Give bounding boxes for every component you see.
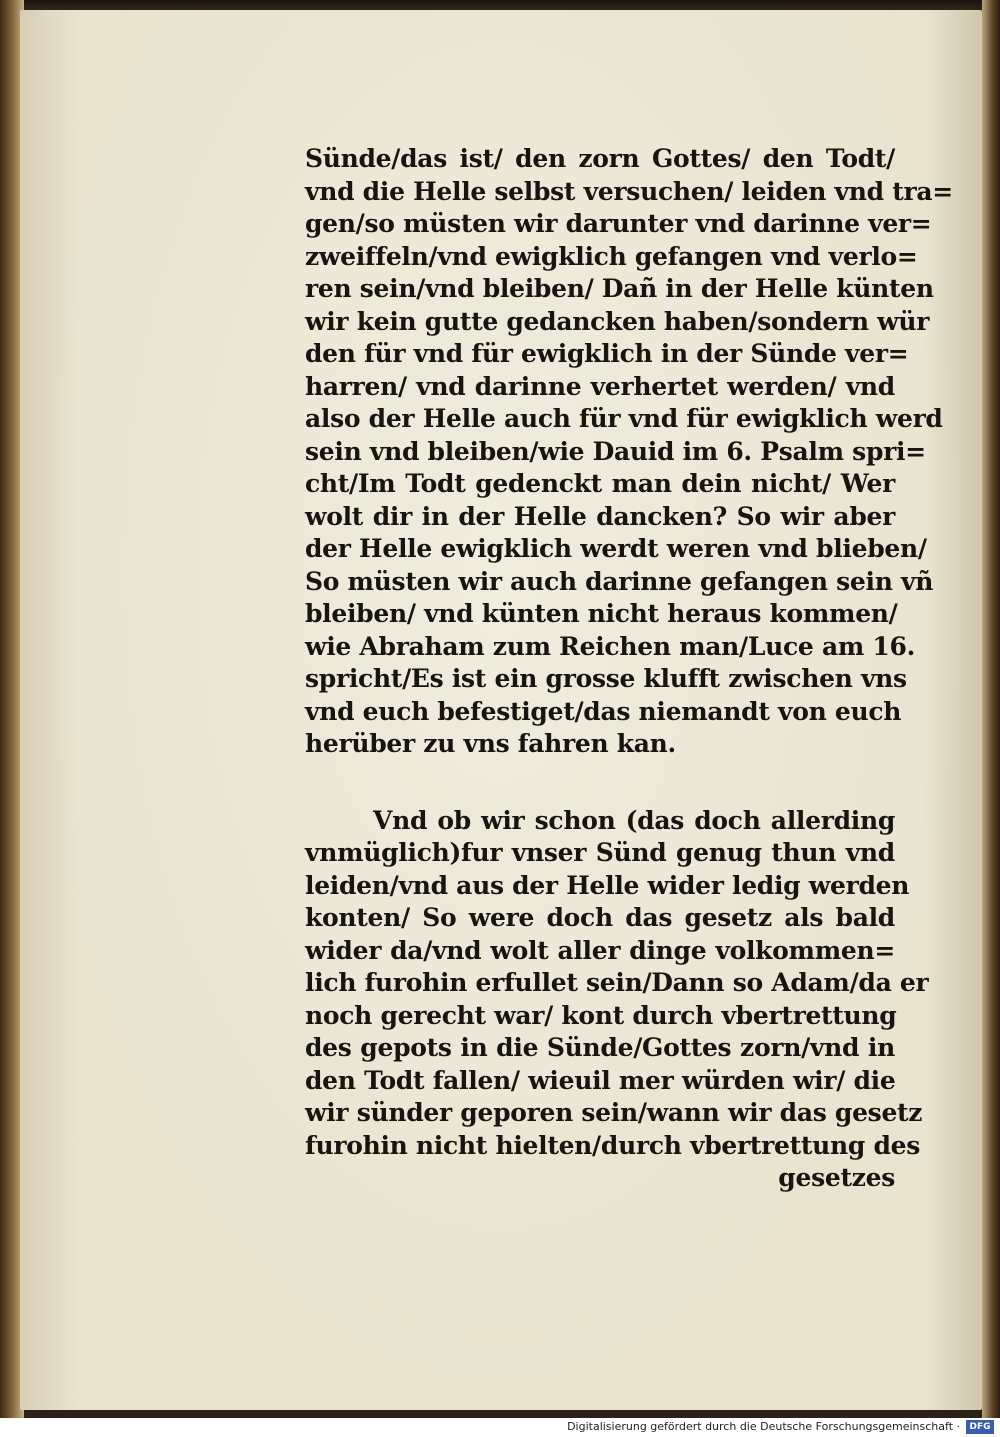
paragraph-2 xyxy=(305,805,929,1163)
text-line: harren/ vnd darinne verhertet werden/ vnd xyxy=(305,371,895,401)
text-line: cht/Im Todt gedenckt man dein nicht/ Wer xyxy=(305,469,895,498)
text-line: leiden/vnd aus der Helle wider ledig werden xyxy=(305,870,910,900)
dfg-logo-icon: DFG xyxy=(966,1420,994,1434)
text-line: sein vnd bleiben/wie Dauid im 6. Psalm spri= xyxy=(305,436,926,466)
page-edge-right xyxy=(982,0,1000,1418)
text-line: Vnd ob wir schon (das doch allerding xyxy=(373,805,895,835)
text-line: also der Helle auch für vnd für ewigklich werd xyxy=(305,404,943,433)
text-line: furohin nicht hielten/durch vbertrettung des xyxy=(305,1130,921,1160)
text-line: wider da/vnd wolt aller dinge volkommen= xyxy=(305,935,895,965)
funding-credit: Digitalisierung gefördert durch die Deutsche Forschungsgemeinschaft · xyxy=(567,1420,960,1433)
text-line: bleiben/ vnd künten nicht heraus kommen/ xyxy=(305,599,898,628)
text-line: vnd euch befestiget/das niemandt von euch xyxy=(305,696,902,726)
text-line: spricht/Es ist ein grosse klufft zwischen vns xyxy=(305,664,907,693)
text-line: herüber zu vns fahren kan. xyxy=(305,729,676,758)
paragraph-1 xyxy=(305,143,953,761)
text-line: So müsten wir auch darinne gefangen sein vñ xyxy=(305,566,934,596)
text-line: zweiffeln/vnd ewigklich gefangen vnd verlo= xyxy=(305,241,918,271)
text-block xyxy=(305,143,953,1195)
text-line: wie Abraham zum Reichen man/Luce am 16. xyxy=(305,631,915,661)
paragraph-gap xyxy=(305,761,895,805)
text-line: konten/ So were doch das gesetz als bald xyxy=(305,903,895,932)
text-line: der Helle ewigklich werdt weren vnd blieben/ xyxy=(305,534,927,563)
text-line: lich furohin erfullet sein/Dann so Adam/da er xyxy=(305,968,929,997)
text-line: vnmüglich)fur vnser Sünd genug thun vnd xyxy=(305,838,895,867)
footer-bar xyxy=(0,1418,1000,1437)
text-line: den Todt fallen/ wieuil mer würden wir/ die xyxy=(305,1065,896,1095)
catchword: gesetzes xyxy=(778,1163,895,1192)
text-line: Sünde/das ist/ den zorn Gottes/ den Todt/ xyxy=(305,144,895,173)
text-line: gen/so müsten wir darunter vnd darinne ver= xyxy=(305,209,932,238)
text-line: ren sein/vnd bleiben/ Dañ in der Helle künten xyxy=(305,274,934,303)
text-line: den für vnd für ewigklich in der Sünde ver= xyxy=(305,339,909,368)
text-line: wir kein gutte gedancken haben/sondern wür xyxy=(305,306,930,336)
text-line: vnd die Helle selbst versuchen/ leiden vnd tra= xyxy=(305,176,953,206)
text-line: wolt dir in der Helle dancken? So wir aber xyxy=(305,501,895,531)
text-line: noch gerecht war/ kont durch vbertrettung xyxy=(305,1000,897,1030)
text-line: des gepots in die Sünde/Gottes zorn/vnd in xyxy=(305,1033,895,1062)
text-line: wir sünder geporen sein/wann wir das gesetz xyxy=(305,1098,923,1127)
